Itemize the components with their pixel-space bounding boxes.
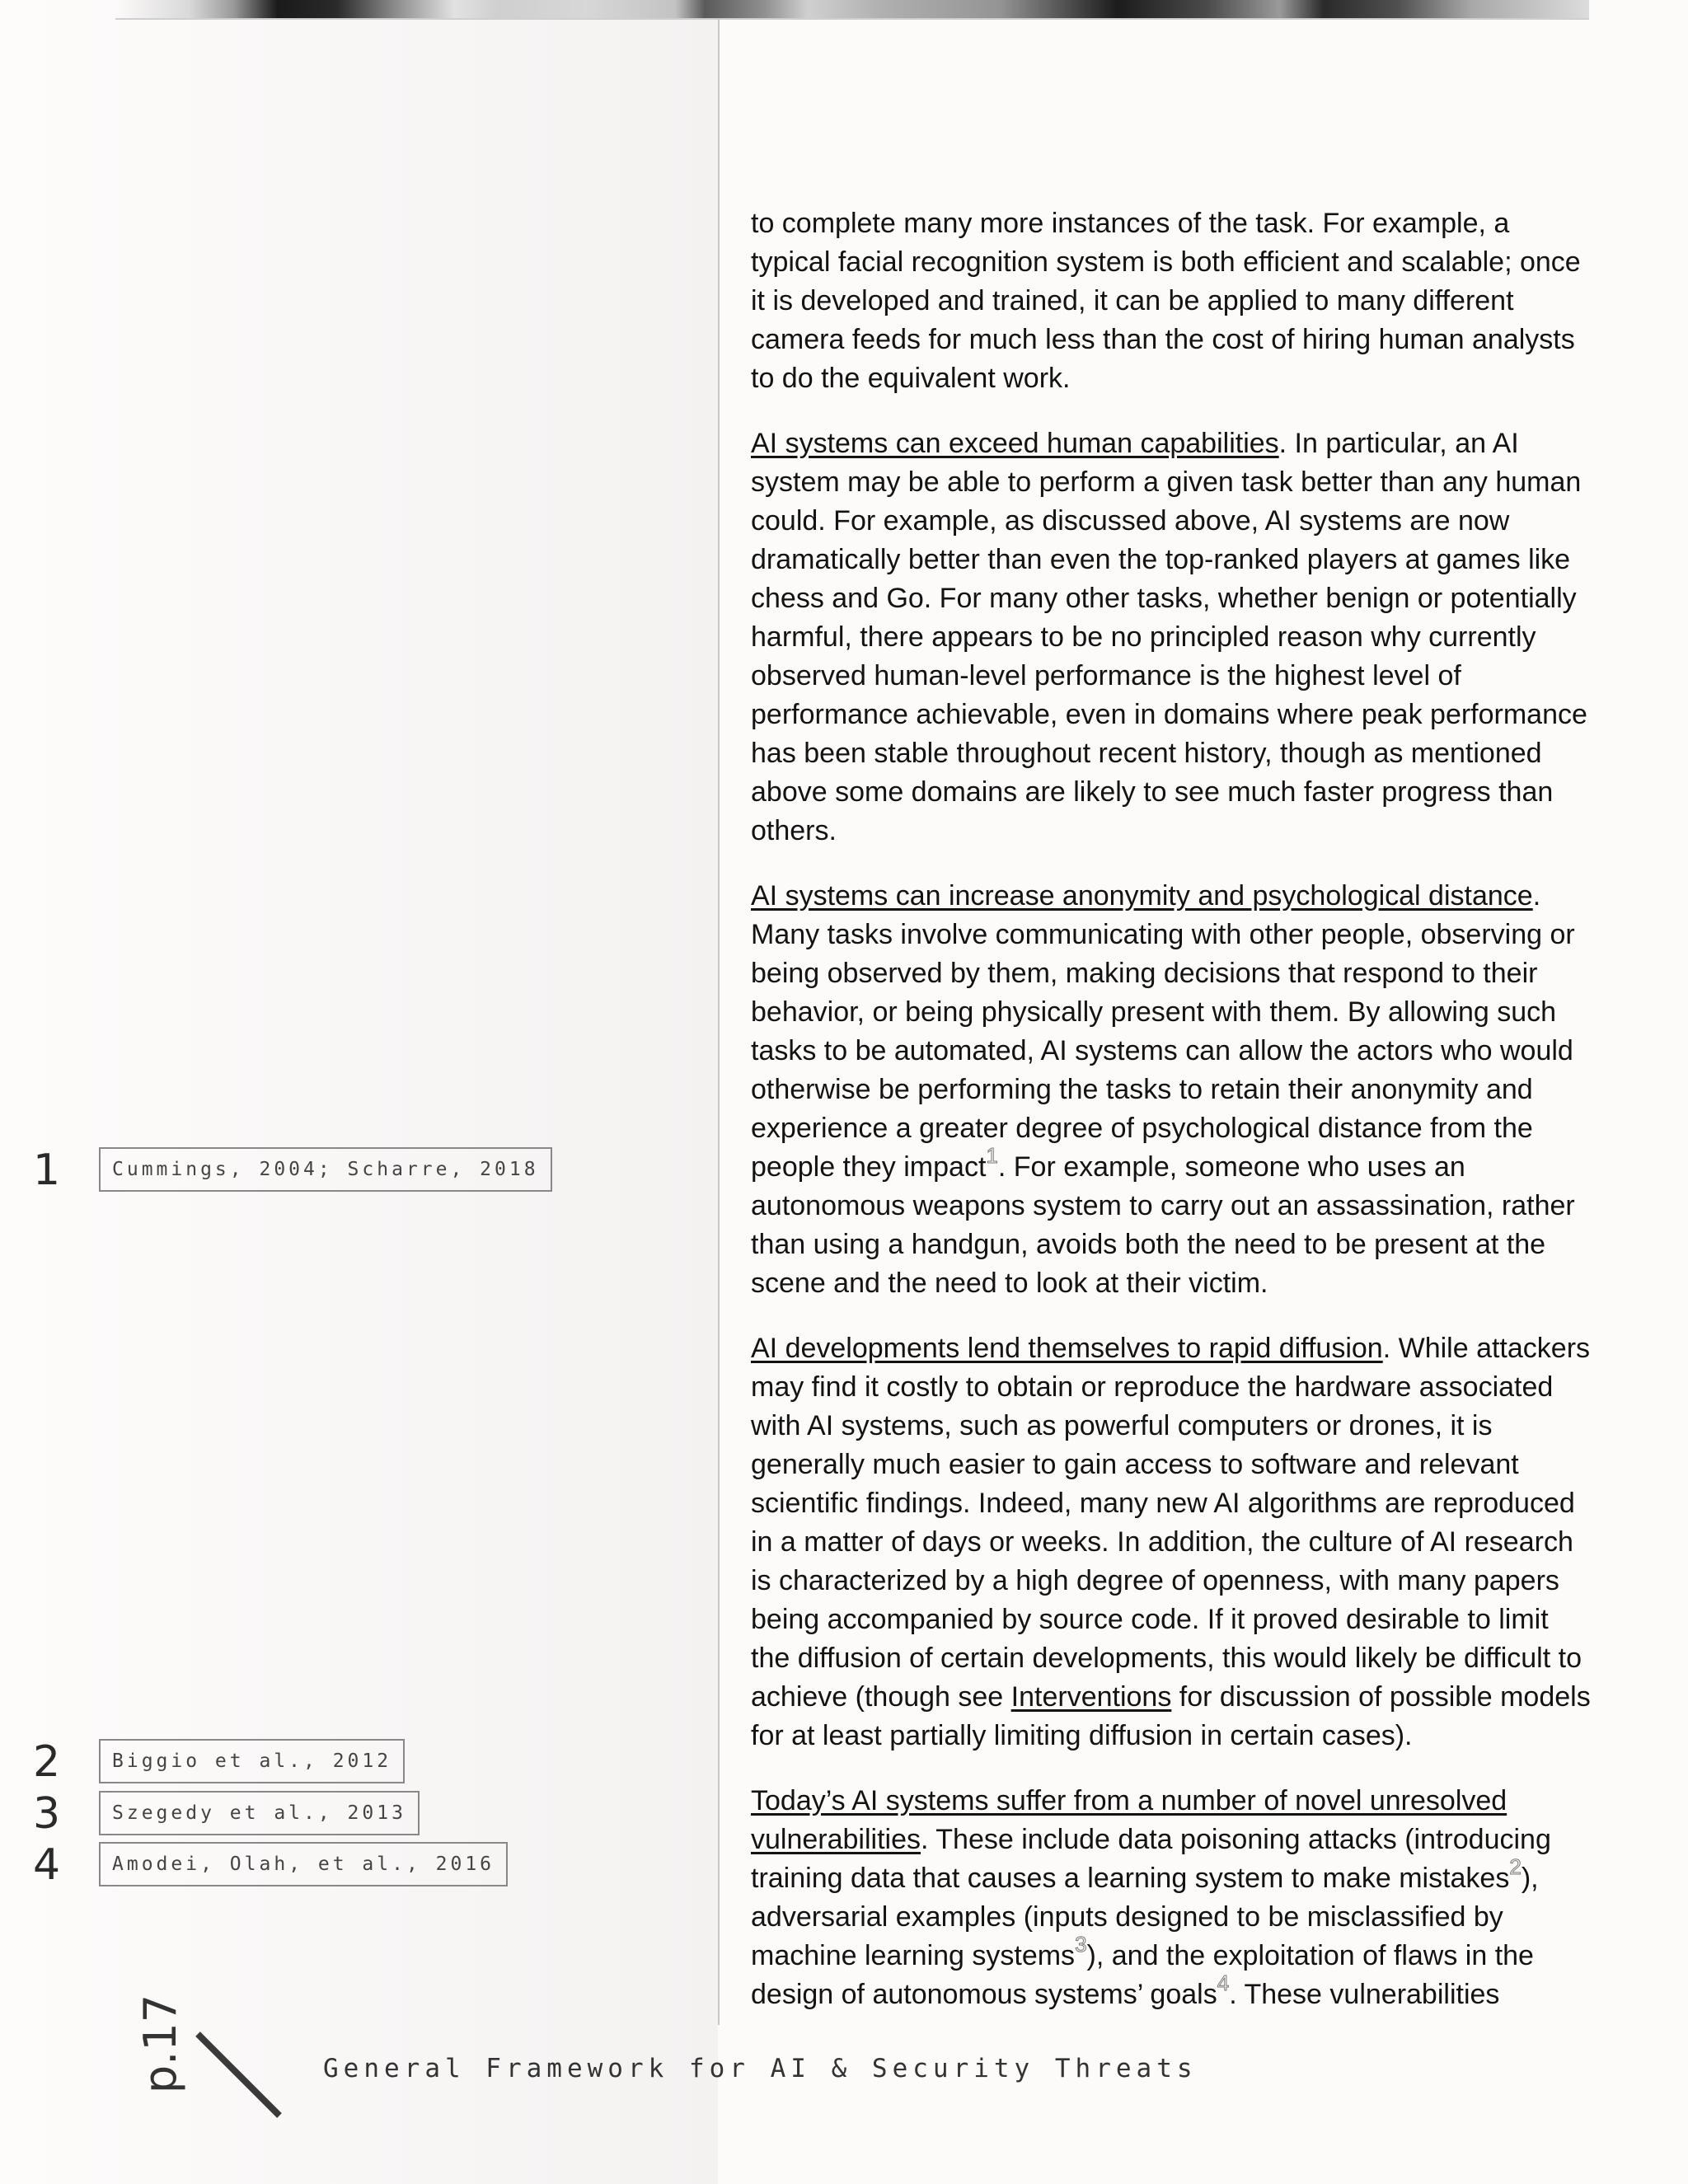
margin-note-number: 3 [33,1789,61,1839]
paragraph-1-text: to complete many more instances of the task. For example, a typical facial recognition system is both efficient and scalable; once it is developed and trained, it can be applied to many different camera feeds for much less than the cost of hiring human analysts to do the equivalent work. [751,208,1581,394]
footnote-marker-2[interactable]: 2 [1509,1854,1522,1879]
paragraph-4-text-b: for discussion of possible models for at least partially limiting diffusion in certain cases). [751,1681,1591,1751]
paragraph-2-heading: AI systems can exceed human capabilities [751,428,1279,459]
margin-note-citation: Biggio et al., 2012 [99,1739,405,1783]
main-body-text [751,204,1592,2041]
paragraph-5-text-c: ), and the exploitation of flaws in the design of autonomous systems’ goals [751,1940,1534,2010]
paragraph-4-text-a: . While attackers may find it costly to obtain or reproduce the hardware associated with AI systems, such as powerful computers or drones, it is generally much easier to gain access to software and relevant scientific findings. Indeed, many new AI algorithms are reproduced in a matter of days or weeks. In addition, the culture of AI research is characterized by a high degree of openness, with many papers being accompanied by source code. If it proved desirable to limit the diffusion of certain developments, this would likely be difficult to achieve (though see [751,1333,1591,1713]
paragraph-5-heading: Today’s AI systems suffer from a number of novel unresolved vulnerabilities [751,1785,1507,1855]
paragraph-4 [751,1329,1592,1755]
paragraph-1 [751,204,1592,398]
paragraph-3-text-b: . For example, someone who uses an autonomous weapons system to carry out an assassination, rather than using a handgun, avoids both the need to be present at the scene and the need to look at their victim. [751,1151,1575,1299]
footnote-marker-1[interactable]: 1 [986,1143,998,1168]
footnote-marker-3[interactable]: 3 [1075,1932,1087,1957]
paragraph-2 [751,424,1592,851]
paragraph-5 [751,1782,1592,2014]
paragraph-4-heading: AI developments lend themselves to rapid diffusion [751,1333,1383,1364]
paragraph-3-heading: AI systems can increase anonymity and psychological distance [751,880,1533,912]
paragraph-5-text-d: . These vulnerabilities [1229,1979,1500,2010]
margin-note-citation: Cummings, 2004; Scharre, 2018 [99,1147,552,1192]
margin-note-citation: Amodei, Olah, et al., 2016 [99,1842,508,1886]
margin-note-number: 2 [33,1737,61,1787]
margin-note-number: 4 [33,1840,61,1890]
header-gradient-bar [115,0,1589,20]
column-divider [718,18,720,2025]
paragraph-3-text-a: . Many tasks involve communicating with other people, observing or being observed by them, making decisions that respond to their behavior, or being physically present with them. By allowing such tasks to be automated, AI systems can allow the actors who would otherwise be performing the tasks to retain their anonymity and experience a greater degree of psychological distance from the people they impact [751,880,1575,1183]
paragraph-2-text: . In particular, an AI system may be able to perform a given task better than any human could. For example, as discussed above, AI systems are now dramatically better than even the top-ranked players at games like chess and Go. For many other tasks, whether benign or potentially harmful, there appears to be no principled reason why currently observed human-level performance is the highest level of performance achievable, even in domains where peak performance has been stable throughout recent history, though as mentioned above some domains are likely to see much faster progress than others. [751,428,1587,846]
interventions-link[interactable]: Interventions [1010,1681,1172,1713]
footnote-marker-4[interactable]: 4 [1217,1971,1230,1995]
page-number: p.17 [134,1994,186,2094]
paragraph-5-text-b: ), adversarial examples (inputs designed to be misclassified by machine learning systems [751,1863,1539,1971]
margin-note-number: 1 [33,1146,61,1195]
paragraph-3 [751,877,1592,1303]
running-title: General Framework for AI & Security Threats [323,2054,1198,2083]
paragraph-5-text-a: . These include data poisoning attacks (introducing training data that causes a learning system to make mistakes [751,1824,1551,1894]
margin-note-citation: Szegedy et al., 2013 [99,1791,420,1835]
